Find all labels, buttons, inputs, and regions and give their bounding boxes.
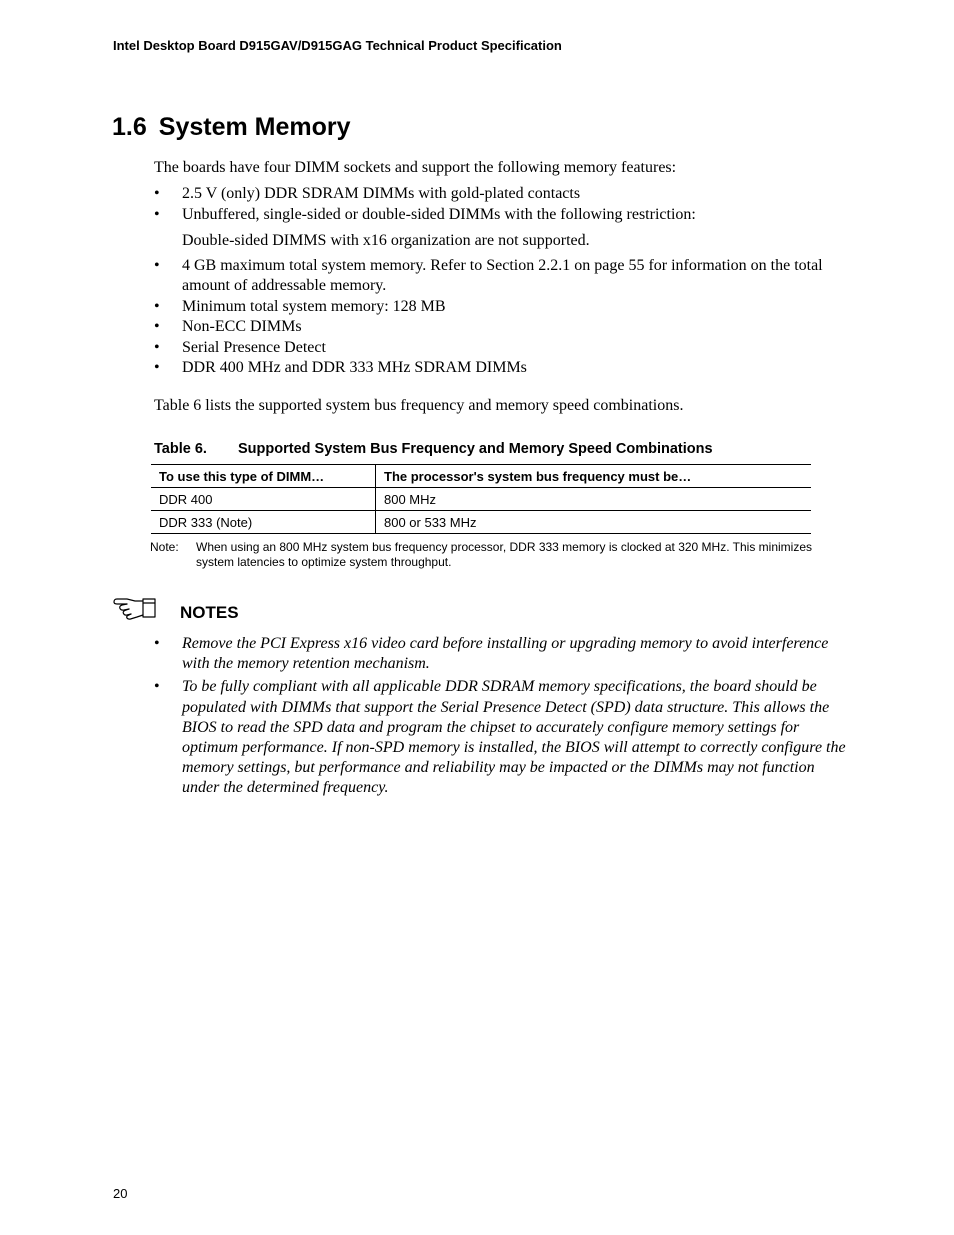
table-cell: 800 MHz: [376, 488, 812, 511]
table-caption-text: Supported System Bus Frequency and Memory Speed Combinations: [238, 441, 713, 457]
list-item: • Unbuffered, single-sided or double-sided DIMMs with the following restriction: Double-sided DIMMS with x16 organization are not supported.: [154, 205, 854, 252]
table-caption: [154, 441, 713, 457]
table-header-row: [151, 465, 811, 488]
table-header-cell: The processor's system bus frequency must be…: [376, 465, 812, 488]
list-item: • To be fully compliant with all applicable DDR SDRAM memory specifications, the board should be populated with DIMMs that support the Serial Presence Detect (SPD) data structure. This allows the BIOS to read the SPD data and program the chipset to accurately configure memory settings for optimum performance. If non-SPD memory is installed, the BIOS will attempt to correctly configure the memory settings, but performance and reliability may be impacted or the DIMMs may not function under the determined frequency.: [154, 678, 846, 797]
memory-speed-table: [151, 464, 811, 534]
section-title-text: System Memory: [158, 113, 351, 141]
feature-list: [154, 184, 854, 379]
page-number: 20: [113, 1186, 128, 1201]
table-note-label: Note:: [150, 540, 179, 554]
table-reference-paragraph: Table 6 lists the supported system bus frequency and memory speed combinations.: [154, 397, 684, 414]
list-item: • 4 GB maximum total system memory. Refer to Section 2.2.1 on page 55 for information on the total amount of addressable memory.: [154, 256, 823, 294]
table-note-text: When using an 800 MHz system bus frequency processor, DDR 333 memory is clocked at 320 MHz. This minimizes system latencies to optimize system throughput.: [196, 540, 813, 569]
notes-list: [154, 634, 854, 802]
bullet-icon: •: [154, 338, 160, 356]
list-item: • DDR 400 MHz and DDR 333 MHz SDRAM DIMMs: [154, 358, 854, 379]
table-note: [150, 540, 850, 569]
bullet-icon: •: [154, 256, 160, 274]
section-number: 1.6: [112, 113, 147, 141]
list-item: • Remove the PCI Express x16 video card before installing or upgrading memory to avoid interference with the memory retention mechanism.: [154, 635, 829, 673]
table-row: [151, 511, 811, 534]
bullet-icon: •: [154, 205, 160, 223]
table-cell: DDR 400: [151, 488, 376, 511]
bullet-icon: •: [154, 359, 160, 376]
bullet-icon: •: [154, 678, 160, 696]
bullet-icon: •: [154, 297, 160, 315]
list-item: • Minimum total system memory: 128 MB: [154, 297, 854, 318]
list-item: • 2.5 V (only) DDR SDRAM DIMMs with gold-plated contacts: [154, 184, 854, 205]
restriction-note: Double-sided DIMMS with x16 organization are not supported.: [182, 232, 590, 249]
bullet-icon: •: [154, 318, 160, 335]
list-item: • Non-ECC DIMMs: [154, 317, 854, 338]
table-cell: DDR 333 (Note): [151, 511, 376, 534]
list-item: • Serial Presence Detect: [154, 338, 854, 359]
hand-pointing-icon: [113, 596, 157, 627]
running-header: Intel Desktop Board D915GAV/D915GAG Technical Product Specification: [113, 38, 562, 53]
section-title: [112, 113, 351, 142]
table-number: Table 6.: [154, 441, 207, 457]
intro-paragraph: The boards have four DIMM sockets and support the following memory features:: [154, 159, 677, 176]
bullet-icon: •: [154, 185, 160, 202]
bullet-icon: •: [154, 635, 160, 652]
table-cell: 800 or 533 MHz: [376, 511, 812, 534]
notes-heading: NOTES: [180, 603, 239, 622]
table-row: [151, 488, 811, 511]
table-header-cell: To use this type of DIMM…: [151, 465, 376, 488]
